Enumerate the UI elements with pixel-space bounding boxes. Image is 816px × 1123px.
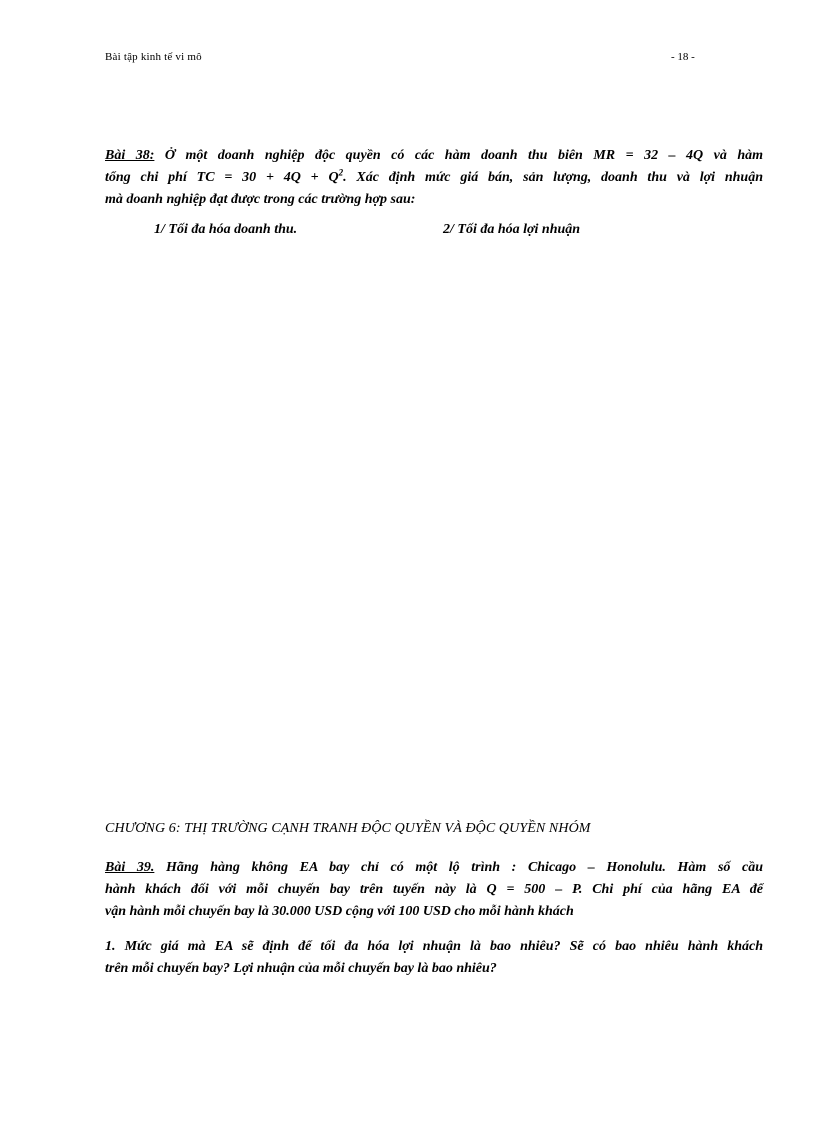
- exercise-38-line-2: tổng chi phí TC = $30 + 4Q + Q^2$. Xác định mức giá bán, sản lượng, doanh thu và lợi nhuận: [105, 167, 763, 185]
- exercise-39-question-1: [105, 936, 763, 980]
- exercise-39-label: Bài 39.: [105, 860, 155, 875]
- exercise-39-paragraph: [105, 857, 763, 923]
- page-number: - 18 -: [671, 51, 695, 63]
- exercise-39-line-3: vận hành mỗi chuyến bay là 30.000 USD cộng với 100 USD cho mỗi hành khách: [105, 904, 574, 919]
- exercise-39-line-1: Bài 39. Hãng hàng không EA bay chỉ có một lộ trình : Chicago – Honolulu. Hàm số cầu: [105, 860, 764, 875]
- exercise-38-paragraph: [105, 145, 763, 211]
- question-1-line-1: 1. Mức giá mà EA sẽ định để tối đa hóa lợi nhuận là bao nhiêu? Sẽ có bao nhiêu hành khách: [105, 939, 763, 954]
- exercise-38-option-2: 2/ Tối đa hóa lợi nhuận: [443, 222, 581, 237]
- exercise-38-line-1: Bài 38: Ở một doanh nghiệp độc quyền có các hàm doanh thu biên MR = 32 – 4Q và hàm: [105, 148, 764, 163]
- superscript-exponent: 2: [338, 167, 344, 178]
- exercise-38-option-1: 1/ Tối đa hóa doanh thu.: [154, 222, 298, 237]
- exercise-38-label: Bài 38:: [105, 148, 155, 163]
- exercise-38-line-3: mà doanh nghiệp đạt được trong các trường hợp sau:: [105, 192, 416, 207]
- question-1-line-2: trên mỗi chuyến bay? Lợi nhuận của mỗi chuyến bay là bao nhiêu?: [105, 961, 497, 976]
- exercise-39-line-2: hành khách đối với mỗi chuyến bay trên tuyến này là Q = 500 – P. Chi phí của hãng EA để: [105, 882, 763, 897]
- chapter-heading: CHƯƠNG 6: THỊ TRƯỜNG CẠNH TRANH ĐỘC QUYỀN VÀ ĐỘC QUYỀN NHÓM: [105, 821, 591, 836]
- running-header-title: Bài tập kinh tế vi mô: [105, 51, 202, 63]
